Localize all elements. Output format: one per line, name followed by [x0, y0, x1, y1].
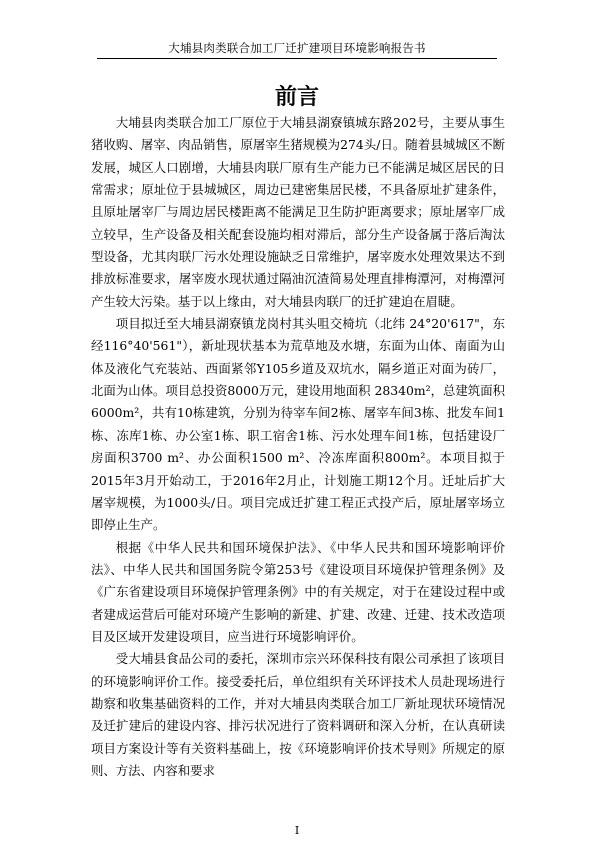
page-number: I: [294, 824, 300, 837]
paragraph-project-site: 项目拟迁至大埔县湖寮镇龙岗村其头咀交椅坑（北纬 24°20'617"，东经116°40'561"），新址现状基本为荒草地及水塘，东面为山体、南面为山体及液化气充装站、西面紧邻Y105乡道及双坑水，隔乡道正对面为砖厂，北面为山体。项目总投资8000万元，建设用地面积 28340m²，总建筑面积6000m²，共有10栋建筑，分别为待宰车间2栋、屠宰车间3栋、批发车间1栋、冻库1栋、办公室1栋、职工宿舍1栋、污水处理车间1栋，包括建设厂房面积3700 m²、办公面积1500 m²、冷冻库面积800m²。本项目拟于2015年3月开始动工，于2016年2月止，计划施工期12个月。迁址后扩大屠宰规模，为1000头/日。项目完成迁扩建工程正式投产后，原址屠宰场立即停止生产。: [91, 316, 505, 533]
header-divider: [97, 58, 497, 59]
paragraph-commission: 受大埔县食品公司的委托，深圳市宗兴环保科技有限公司承担了该项目的环境影响评价工作。接受委托后，单位组织有关环评技术人员赴现场进行勘察和收集基础资料的工作，并对大埔县肉类联合加工厂新址现状环境情况及迁扩建后的建设内容、排污状况进行了资料调研和深入分析，在认真研读项目方案设计等有关资料基础上，按《环境影响评价技术导则》所规定的原则、方法、内容和要求: [91, 651, 505, 778]
running-header: 大埔县肉类联合加工厂迁扩建项目环境影响报告书: [168, 41, 426, 55]
paragraph-legal-basis: 根据《中华人民共和国环境保护法》、《中华人民共和国环境影响评价法》、中华人民共和国国务院令第253号《建设项目环境保护管理条例》及《广东省建设项目环境保护管理条例》中的有关规定，对于在建设过程中或者建成运营后可能对环境产生影响的新建、扩建、改建、迁建、技术改造项目及区域开发建设项目，应当进行环境影响评价。: [91, 539, 505, 644]
paragraph-background: 大埔县肉类联合加工厂原位于大埔县湖寮镇城东路202号，主要从事生猪收购、屠宰、肉品销售，原屠宰生猪规模为274头/日。随着县城城区不断发展，城区人口剧增，大埔县肉联厂原有生产能力已不能满足城区居民的日常需求；原址位于县城城区，周边已建密集居民楼，不具备原址扩建条件，且原址屠宰厂与周边居民楼距离不能满足卫生防护距离要求；原址屠宰厂成立较早，生产设备及相关配套设施均相对滞后，部分生产设备属于落后淘汰型设备，尤其肉联厂污水处理设施缺乏日常维护，屠宰废水处理效果达不到排放标准要求，屠宰废水现状通过隔油沉渣简易处理直排梅潭河，对梅潭河产生较大污染。基于以上缘由，对大埔县肉联厂的迁扩建迫在眉睫。: [91, 115, 505, 309]
body-text: [91, 112, 505, 782]
page-title: 前言: [274, 84, 319, 110]
